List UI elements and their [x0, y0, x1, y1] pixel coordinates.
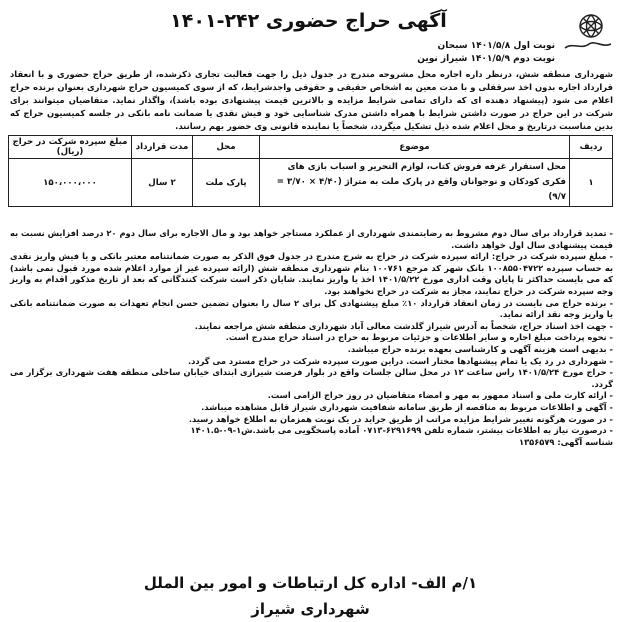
- date-first-round: نوبت اول ۱۴۰۱/۵/۸ سبحان: [437, 41, 555, 51]
- condition-item: - جهت اخذ اسناد حراج، شخصاً به آدرس شیراز گلدشت معالی آباد شهرداری منطقه شش مراجعه نمایند.: [194, 320, 613, 331]
- condition-item: - برنده حراج می بایست در زمان انعقاد قرارداد ۱۰٪ مبلغ پیشنهادی کل برای ۲ سال را بعنوان تضمین حسن انجام تعهدات به صورت ضمانتنامه بانکی یا واریز وجه نقد ارائه نماید.: [10, 297, 614, 320]
- condition-item: - آگهی و اطلاعات مربوط به مناقصه از طریق سامانه شفافیت شهرداری شیراز قابل مشاهده میباشد.: [201, 401, 613, 412]
- table-row: [9, 159, 613, 207]
- cell-row-number: ۱: [570, 159, 613, 207]
- cell-subject: محل استقرار غرفه فروش کتاب، لوازم التحریر و اسباب بازی های فکری کودکان و نوجوانان واقع در پارک ملت به متراژ (۴/۴۰ × ۳/۷۰ = ۹/۷): [260, 159, 570, 207]
- ad-id: شناسه آگهی: ۱۳۵۶۵۷۹: [519, 436, 613, 447]
- municipality-logo-icon: [559, 4, 615, 56]
- date-second-round: نوبت دوم ۱۴۰۱/۵/۹ شیراز نوین: [417, 54, 555, 64]
- condition-item: - شهرداری در رد یک یا تمام پیشنهادها مختار است. دراین صورت سپرده شرکت در حراج مسترد می گردد.: [187, 355, 613, 366]
- header-deposit: مبلغ سپرده شرکت در حراج (ریال): [9, 136, 132, 159]
- condition-item: - بدیهی است هزینه آگهی و کارشناسی بعهده برنده حراج میباشد.: [347, 343, 613, 354]
- conditions-list: [10, 228, 613, 448]
- condition-item: - درصورت نیاز به اطلاعات بیشتر، شماره تلفن ۶۲۹۱۶۹۹-۰۷۱۳ آماده پاسخگویی می باشد.ش۱-۰۹-۱۴۰۱.۵: [190, 425, 613, 436]
- condition-item: - مبلغ سپرده شرکت در حراج: ارائه سپرده شرکت در حراج به شرح مندرج در جدول فوق الذکر به صورت ضمانتنامه معتبر بانکی و یا فیش واریز نقدی به حساب سپرده ۱۰۰۸۵۵۰۴۷۲۲ بانک شهر کد مرجع ۱۰۰۷۶۱ بنام شهرداری منطقه شش (ارائه سپرده غیر از موارد اعلام شده مورد قبول نمی باشد) که می بایست حداکثر تا پایان وقت اداری مورخ ۱۴۰۱/۵/۲۲ اخذ یا واریز نمایند. شایان ذکر است شرکت کنندگانی که بعد از تاریخ مذکور اقدام به واریز وجه سپرده شرکت در حراج نمایند، مجاز به شرکت در حراج نخواهند بود.: [10, 251, 613, 296]
- condition-item: - حراج مورخ ۱۴۰۱/۵/۲۴ راس ساعت ۱۲ در محل سالن جلسات واقع در بلوار فرصت شیرازی ابتدای خیابان ساحلی منطقه هفت شهرداری برگزار می گردد.: [10, 367, 613, 389]
- condition-item: - تمدید قرارداد برای سال دوم مشروط به رضایتمندی شهرداری از عملکرد مستاجر خواهد بود و مال الاجاره برای سال دوم ۲۰ درصد افزایش نسبت به قیمت پیشنهادی سال اول خواهد داشت.: [10, 228, 613, 250]
- header-duration: مدت قرارداد: [132, 136, 193, 159]
- auction-table: [8, 135, 613, 207]
- header-row-number: ردیف: [570, 136, 613, 159]
- cell-location: پارک ملت: [193, 159, 260, 207]
- condition-item: - نحوه پرداخت مبلغ اجاره و سایر اطلاعات و جزئیات مربوط به حراج در اسناد حراج مندرج است.: [225, 332, 613, 343]
- header-subject: موضوع: [260, 136, 570, 159]
- condition-item: - ارائه کارت ملی و اسناد ممهور به مهر و امضاء متقاضیان در روز حراج الزامی است.: [267, 390, 613, 401]
- notice-title: آگهی حراج حضوری ۲۴۲-۱۴۰۱: [170, 10, 447, 32]
- cell-deposit: ۱۵۰،۰۰۰،۰۰۰: [9, 159, 132, 207]
- publication-dates: [417, 40, 555, 66]
- table-header-row: [9, 136, 613, 159]
- cell-duration: ۲ سال: [132, 159, 193, 207]
- header-location: محل: [193, 136, 260, 159]
- footer-issuer: ۱/م الف- اداره کل ارتباطات و امور بین الملل شهرداری شیراز: [143, 574, 478, 618]
- intro-paragraph: شهرداری منطقه شش، درنظر داره اجاره محل مشروحه مندرج در جدول ذیل را جهت فعالیت تجاری ذکرشده، از طریق حراج حضوری و با انعقاد قرارداد اجاره بدون اخذ سرقفلی و با مدت معین به اشخاص حقیقی و حقوقی واجدشرایط، که از سوی کمیسیون حراج شهرداری بعنوان برنده حراج اعلام می شود (پیشنهاد دهنده ای که دارای تمامی شرایط مزایده و بالاترین قیمت پیشنهادی بوده باشد)، واگذار نماید. متقاضیان میتوانند برای شرکت در این حراج در صورت داشتن شرایط با همراه داشتن مدرک شناسایی خود و فیش نقدی یا ضمانت نامه بانکی در جلسه کمیسیون حراج که بدین مناسبت درتاریخ و محل اعلام شده ذیل تشکیل میگردد، شخصاً یا نماینده قانونی وی حضور بهم رسانند.: [10, 69, 613, 131]
- condition-item: - در صورت هرگونه تغییر شرایط مزایده مراتب از طریق جراید در یک نوبت همزمان به اطلاع خواهد رسید.: [188, 413, 613, 424]
- notice-page: [4, 4, 617, 618]
